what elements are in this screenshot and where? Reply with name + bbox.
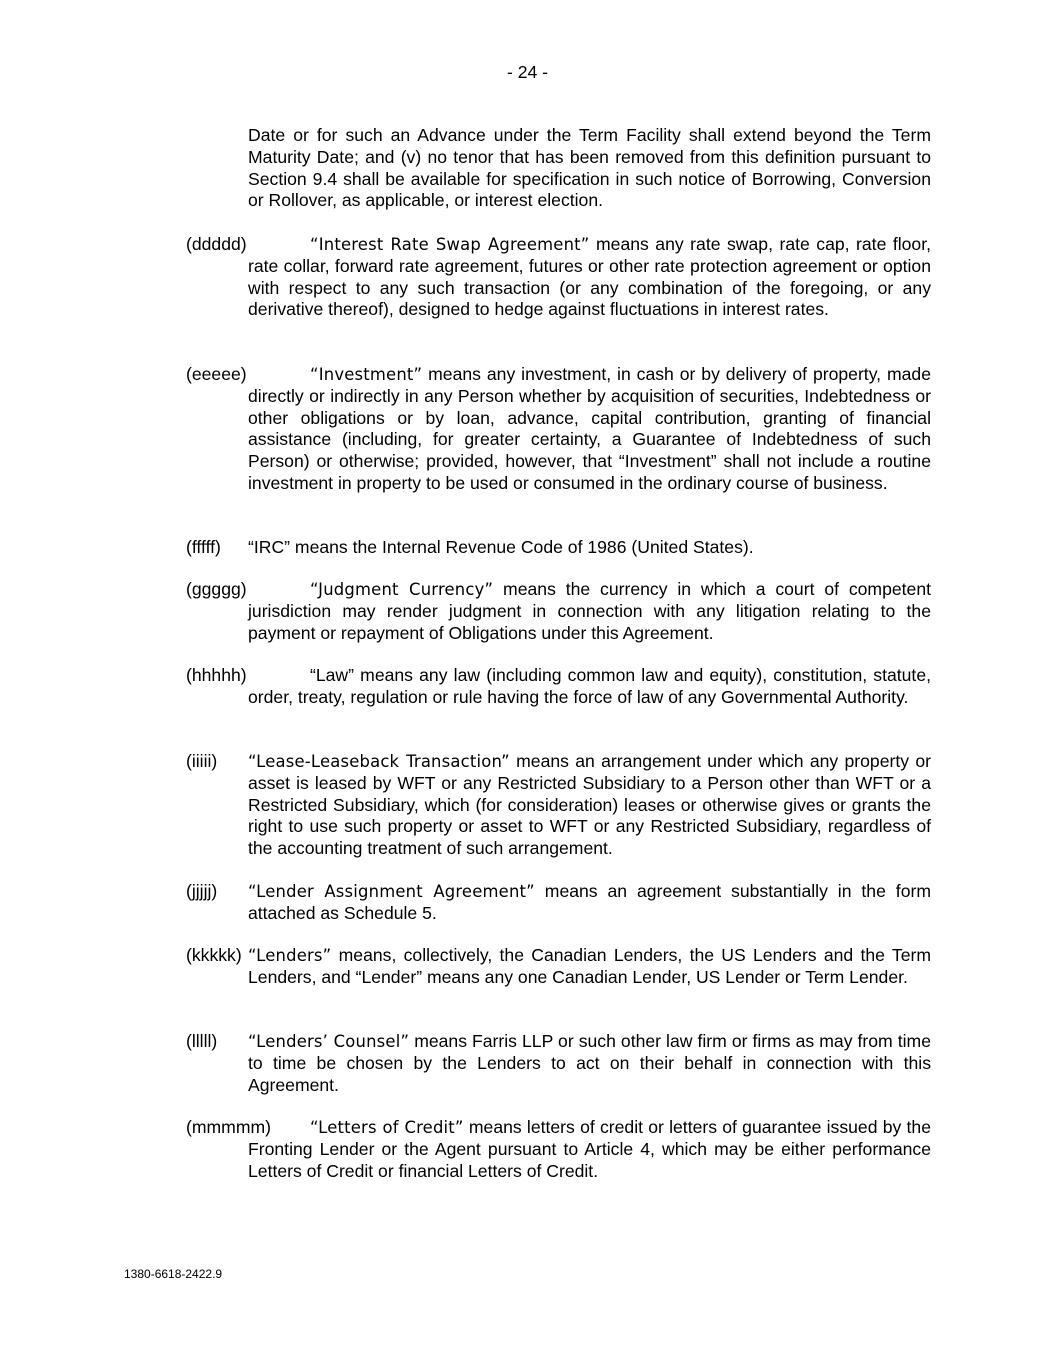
definition-label: (fffff) xyxy=(186,537,221,557)
definition-label: (lllll) xyxy=(186,1031,218,1051)
defined-term: “Judgment Currency” xyxy=(310,580,494,599)
page-number: - 24 - xyxy=(506,62,549,82)
definition-label: (jjjjj) xyxy=(186,881,218,901)
definition-body xyxy=(248,1117,931,1182)
definition-body xyxy=(248,579,931,644)
definition-body xyxy=(248,364,931,495)
definition-label: (ddddd) xyxy=(186,234,247,254)
definition-label: (ggggg) xyxy=(186,579,247,599)
definition-text: means the currency in which a court of competent jurisdiction may render judgment in connection with any litigation relating to the payment or repayment of Obligations under this Agreement. xyxy=(248,579,931,643)
definition-label: (eeeee) xyxy=(186,364,247,384)
definition-label: (iiiii) xyxy=(186,751,218,771)
definition-text: means Farris LLP or such other law firm or firms as may from time to time be chosen by the Lenders to act on their behalf in connection with this Agreement. xyxy=(248,1031,931,1095)
definition-body xyxy=(248,665,931,709)
definition-text: means, collectively, the Canadian Lenders, the US Lenders and the Term Lenders, and “Lender” means any one Canadian Lender, US Lender or Term Lender. xyxy=(248,945,931,987)
definition-body xyxy=(248,751,931,860)
definition-text: means any law (including common law and equity), constitution, statute, order, treaty, regulation or rule having the force of law of any Governmental Authority. xyxy=(248,665,931,707)
defined-term: “IRC” xyxy=(248,537,291,557)
defined-term: “Lenders’ Counsel” xyxy=(248,1032,410,1051)
defined-term: “Letters of Credit” xyxy=(310,1118,464,1137)
definition-body xyxy=(248,537,931,559)
defined-term: “Interest Rate Swap Agreement” xyxy=(310,235,590,254)
defined-term: “Law” xyxy=(310,665,354,685)
definition-letters-of-credit xyxy=(186,1117,931,1182)
definition-judgment-currency xyxy=(186,579,931,644)
defined-term: “Lender Assignment Agreement” xyxy=(248,882,535,901)
definition-text: means any rate swap, rate cap, rate floor, rate collar, forward rate agreement, futures or other rate protection agreement or option with respect to any such transaction (or any combination of the foregoing, or any derivative thereof), designed to hedge against fluctuations in interest rates. xyxy=(248,234,931,320)
definition-lease-leaseback-transaction xyxy=(186,751,931,860)
definition-irc xyxy=(186,537,931,559)
definition-body xyxy=(248,1031,931,1096)
definition-text: means the Internal Revenue Code of 1986 (United States). xyxy=(290,537,754,557)
definition-text: means letters of credit or letters of guarantee issued by the Fronting Lender or the Agent pursuant to Article 4, which may be either performance Letters of Credit or financial Letters of Credit. xyxy=(248,1117,932,1181)
definition-text: means an agreement substantially in the form attached as Schedule 5. xyxy=(248,881,931,923)
definition-text: means any investment, in cash or by delivery of property, made directly or indirectly in any Person whether by acquisition of securities, Indebtedness or other obligations or by loan, advance, capital contribution, granting of financial assistance (including, for greater certainty, a Guarantee of Indebtedness of such Person) or otherwise; provided, however, that “Investment” shall not include a routine investment in property to be used or consumed in the ordinary course of business. xyxy=(248,364,931,493)
definition-lenders xyxy=(186,945,931,989)
document-footer-id: 1380-6618-2422.9 xyxy=(124,1267,223,1281)
definition-lenders-counsel xyxy=(186,1031,931,1096)
definition-investment xyxy=(186,364,931,495)
definition-interest-rate-swap-agreement xyxy=(186,234,931,321)
definition-label: (hhhhh) xyxy=(186,665,247,685)
defined-term: “Lenders” xyxy=(248,946,332,965)
defined-term: “Lease-Leaseback Transaction” xyxy=(248,752,510,771)
definition-label: (kkkkk) xyxy=(186,945,242,965)
definition-law xyxy=(186,665,931,709)
definition-label: (mmmmm) xyxy=(186,1117,271,1137)
definition-body xyxy=(248,881,931,925)
definition-lender-assignment-agreement xyxy=(186,881,931,925)
definition-body xyxy=(248,234,931,321)
definition-body xyxy=(248,945,931,989)
definition-text: means an arrangement under which any property or asset is leased by WFT or any Restricted Subsidiary to a Person other than WFT or a Restricted Subsidiary, which (for consideration) leases or otherwise gives or grants the right to use such property or asset to WFT or any Restricted Subsidiary, regardless of the accounting treatment of such arrangement. xyxy=(248,751,931,859)
continuation-paragraph: Date or for such an Advance under the Term Facility shall extend beyond the Term Maturity Date; and (v) no tenor that has been removed from this definition pursuant to Section 9.4 shall be available for specification in such notice of Borrowing, Conversion or Rollover, as applicable, or interest election. xyxy=(248,125,931,211)
defined-term: “Investment” xyxy=(310,365,423,384)
